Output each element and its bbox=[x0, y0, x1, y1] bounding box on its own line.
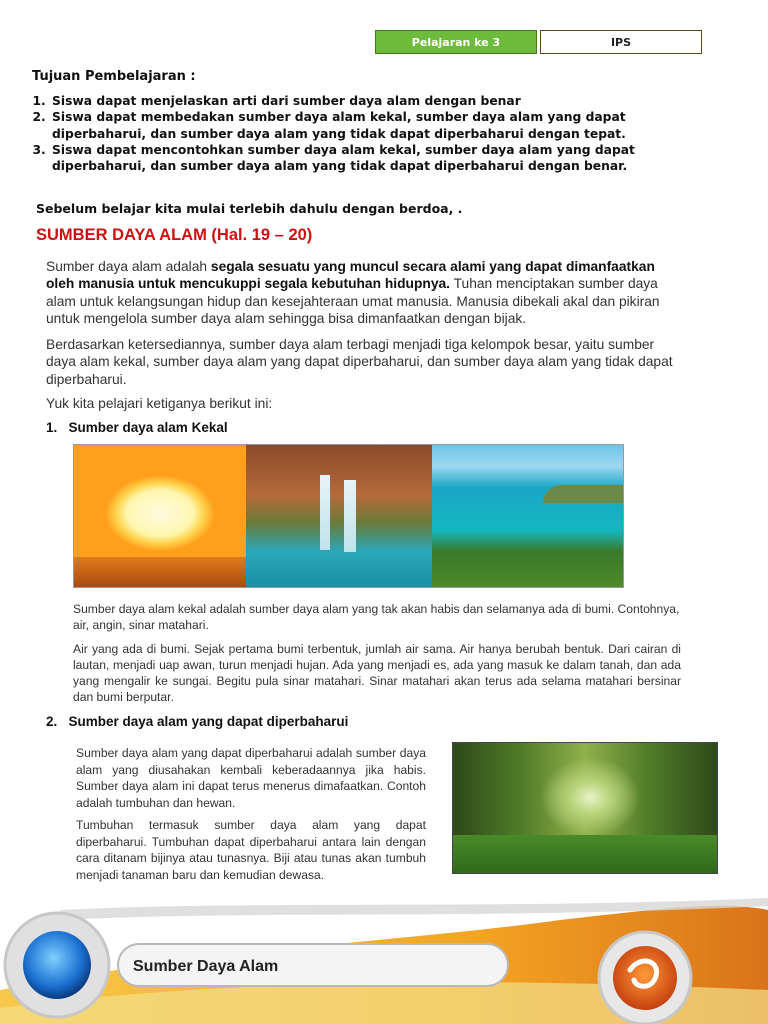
renewable-paragraph-1: Sumber daya alam yang dapat diperbaharui adalah sumber daya alam yang diusahakan kembali keberadaannya jika habis. Sumber daya alam ini dapat terus menerus dimafaatkan. Contoh adalah tumbuhan dan hewan. bbox=[76, 746, 426, 810]
intro-text: Tuhan menciptakan sumber daya alam untuk kelangsungan hidup dan kesejahteraan umat manusia. Manusia dibekali akal dan pikiran untuk mengelola sumber daya alam sehingga bisa dimanfaatkan dengan bijak. bbox=[46, 276, 660, 326]
intro-paragraph-1 bbox=[46, 258, 680, 327]
objective-item: 3. Siswa dapat mencontohkan sumber daya alam kekal, sumber daya alam yang dapat diperbaharui, dan sumber daya alam yang tidak dapat diperbaharui dengan benar. bbox=[50, 142, 670, 175]
logo-icon bbox=[613, 946, 677, 1010]
section-heading-kekal: 1. Sumber daya alam Kekal bbox=[46, 420, 228, 435]
lesson-badge: Pelajaran ke 3 bbox=[375, 30, 537, 54]
objectives-title: Tujuan Pembelajaran : bbox=[32, 69, 196, 84]
footer-decoration bbox=[0, 880, 768, 1024]
intro-definition: segala sesuatu yang muncul secara alami yang dapat dimanfaatkan oleh manusia untuk mencukuppi segala kebutuhan hidupnya. bbox=[46, 259, 655, 292]
renewable-paragraph-2: Tumbuhan termasuk sumber daya alam yang dapat diperbaharui. Tumbuhan dapat diperbaharui antara lain dengan cara ditanam bijinya atau tunasnya. Biji atau tunas akan tumbuh menjadi tanaman baru dan kemudian dewasa. bbox=[76, 818, 426, 882]
subject-badge: IPS bbox=[540, 30, 702, 54]
kekal-paragraph-2: Air yang ada di bumi. Sejak pertama bumi terbentuk, jumlah air sama. Air hanya berubah bentuk. Dari cairan di lautan, menjadi uap awan, turun menjadi hujan. Ada yang menjadi es, ada yang masuk ke dalam tanah, dan ada yang mengalir ke sungai. Begitu pula sinar matahari. Sinar matahari akan terus ada selama matahari bersinar dan bumi berputar. bbox=[73, 642, 681, 705]
objectives-list bbox=[30, 93, 670, 174]
page-title: SUMBER DAYA ALAM (Hal. 19 – 20) bbox=[36, 226, 313, 244]
waterfall-image bbox=[246, 445, 432, 587]
renewable-resources-image-strip bbox=[73, 444, 624, 588]
kekal-paragraph-1: Sumber daya alam kekal adalah sumber daya alam yang tak akan habis dan selamanya ada di bumi. Contohnya, air, angin, sinar matahari. bbox=[73, 602, 680, 632]
forest-image bbox=[452, 742, 718, 874]
footer-title: Sumber Daya Alam bbox=[133, 958, 279, 975]
intro-paragraph-2: Berdasarkan ketersediannya, sumber daya alam terbagi menjadi tiga kelompok besar, yaitu sumber daya alam kekal, sumber daya alam yang dapat diperbaharui, dan sumber daya alam yang tidak dapat diperbaharui. bbox=[46, 337, 673, 387]
objective-item: 2. Siswa dapat membedakan sumber daya alam kekal, sumber daya alam yang dapat diperbaharui, dan sumber daya alam yang tidak dapat diperbaharui dengan tepat. bbox=[50, 109, 670, 142]
intro-text: Sumber daya alam adalah bbox=[46, 259, 211, 274]
sea-image bbox=[432, 445, 623, 587]
objective-item: 1. Siswa dapat menjelaskan arti dari sumber daya alam dengan benar bbox=[50, 93, 670, 109]
section-heading-diperbaharui: 2. Sumber daya alam yang dapat diperbaharui bbox=[46, 714, 349, 729]
prayer-text: Sebelum belajar kita mulai terlebih dahulu dengan berdoa, . bbox=[36, 201, 463, 216]
sun-image bbox=[74, 445, 246, 587]
globe-icon bbox=[23, 931, 91, 999]
intro-paragraph-3: Yuk kita pelajari ketiganya berikut ini: bbox=[46, 396, 273, 411]
